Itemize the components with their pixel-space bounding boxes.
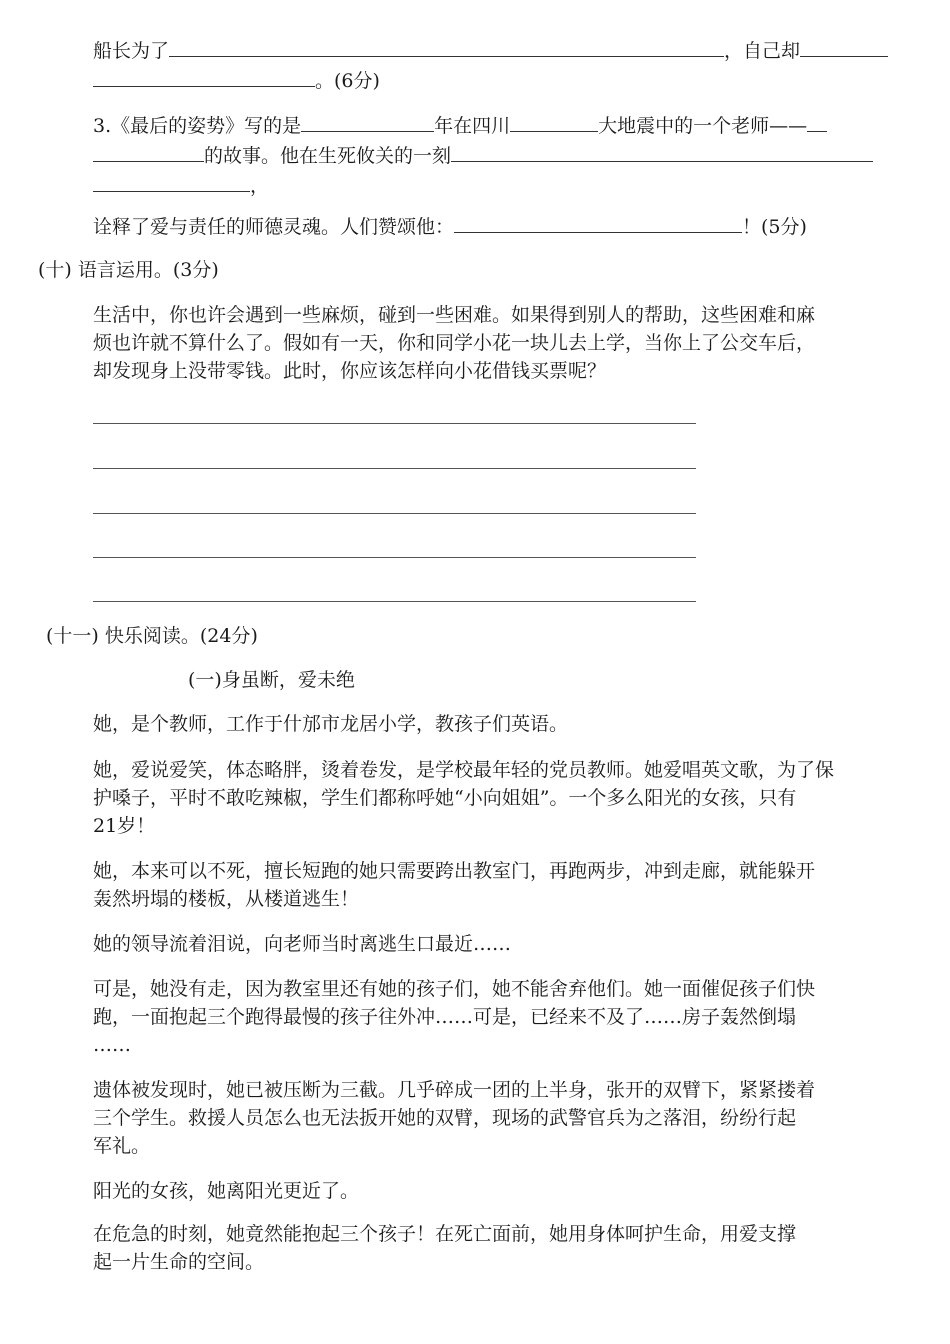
q3-year-blank[interactable] — [301, 111, 434, 132]
sec10-para-line-2: 烦也许就不算什么了。假如有一天，你和同学小花一块儿去上学，当你上了公交车后， — [93, 332, 816, 354]
q3-place-blank[interactable] — [510, 111, 598, 132]
q2-answer-blank-3[interactable] — [93, 66, 315, 87]
q3-line-2 — [93, 141, 873, 170]
passage-line: 她，爱说爱笑，体态略胖，烫着卷发，是学校最年轻的党员教师。她爱唱英文歌，为了保 — [93, 759, 835, 781]
q3-text-b: 年在四川 — [434, 115, 511, 137]
passage-line: 轰然坍塌的楼板，从楼道逃生！ — [93, 888, 360, 910]
q3-line-1 — [93, 111, 827, 140]
answer-line-3[interactable] — [93, 513, 696, 514]
passage-line: 遗体被发现时，她已被压断为三截。几乎碎成一团的上半身，张开的双臂下，紧紧搂着 — [93, 1079, 816, 1101]
q3-text-a: 3.《最后的姿势》写的是 — [93, 115, 302, 137]
sec10-para-line-1: 生活中，你也许会遇到一些麻烦，碰到一些困难。如果得到别人的帮助，这些困难和麻 — [93, 304, 816, 326]
q3-text-f: 诠释了爱与责任的师德灵魂。人们赞颂他： — [93, 216, 455, 238]
passage-line: 跑，一面抱起三个跑得最慢的孩子往外冲……可是，已经来不及了……房子轰然倒塌 — [93, 1006, 797, 1028]
q3-text-c: 大地震中的一个老师—— — [598, 115, 808, 137]
q3-text-g: ！(5分) — [742, 216, 807, 238]
passage-line: …… — [93, 1034, 131, 1056]
q2-line-2 — [93, 66, 380, 95]
passage-line: 她，本来可以不死，擅长短跑的她只需要跨出教室门，再跑两步，冲到走廊，就能躲开 — [93, 860, 816, 882]
q2-answer-blank-1[interactable] — [169, 36, 724, 57]
passage-line: 军礼。 — [93, 1135, 151, 1157]
answer-line-4[interactable] — [93, 557, 696, 558]
passage-line: 三个学生。救援人员怎么也无法扳开她的双臂，现场的武警官兵为之落泪，纷纷行起 — [93, 1107, 797, 1129]
passage-line: 她的领导流着泪说，向老师当时离逃生口最近…… — [93, 933, 512, 955]
q3-praise-blank[interactable] — [454, 212, 742, 233]
q3-line-4 — [93, 212, 807, 241]
sec10-para-line-3: 却发现身上没带零钱。此时，你应该怎样向小花借钱买票呢？ — [93, 360, 607, 382]
passage-line: 阳光的女孩，她离阳光更近了。 — [93, 1180, 360, 1202]
q3-name-blank-1[interactable] — [807, 111, 827, 132]
q3-action-blank-2[interactable] — [93, 171, 250, 192]
passage-line: 可是，她没有走，因为教室里还有她的孩子们，她不能舍弃他们。她一面催促孩子们快 — [93, 978, 816, 1000]
q3-name-blank-2[interactable] — [93, 141, 204, 162]
passage-line: 21岁！ — [93, 815, 156, 837]
q2-end: 。(6分) — [315, 70, 380, 92]
q3-text-e: ， — [250, 175, 270, 197]
q2-prefix: 船长为了 — [93, 40, 170, 62]
passage-title: (一)身虽断，爱未绝 — [188, 669, 355, 691]
q3-text-d: 的故事。他在生死攸关的一刻 — [204, 145, 452, 167]
passage-line: 起一片生命的空间。 — [93, 1251, 265, 1273]
q2-answer-blank-2[interactable] — [800, 36, 888, 57]
answer-line-2[interactable] — [93, 468, 696, 469]
q3-line-3 — [93, 171, 269, 200]
q2-mid: ，自己却 — [724, 40, 801, 62]
sec11-heading: (十一) 快乐阅读。(24分) — [46, 625, 258, 647]
passage-line: 护嗓子，平时不敢吃辣椒，学生们都称呼她“小向姐姐”。一个多么阳光的女孩，只有 — [93, 787, 797, 809]
q2-line-1 — [93, 36, 888, 65]
q3-action-blank-1[interactable] — [451, 141, 873, 162]
answer-line-5[interactable] — [93, 601, 696, 602]
answer-line-1[interactable] — [93, 423, 696, 424]
passage-line: 在危急的时刻，她竟然能抱起三个孩子！在死亡面前，她用身体呵护生命，用爱支撑 — [93, 1223, 797, 1245]
sec10-heading: (十) 语言运用。(3分) — [38, 259, 219, 281]
passage-line: 她，是个教师，工作于什邡市龙居小学，教孩子们英语。 — [93, 713, 569, 735]
